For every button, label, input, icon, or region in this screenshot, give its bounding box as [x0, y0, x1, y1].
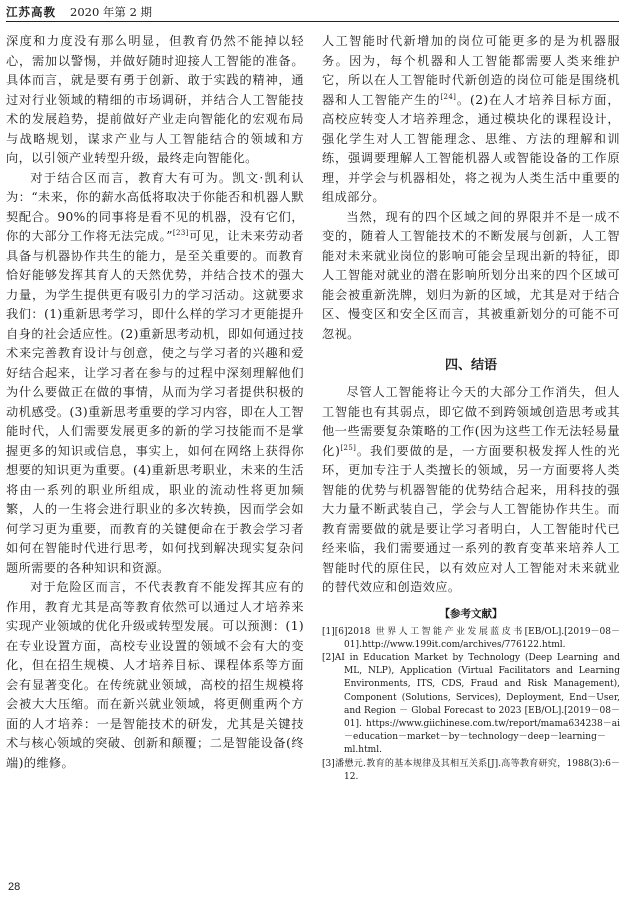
reference-item: [3]潘懋元.教育的基本规律及其相互关系[J].高等教育研究，1988(3):6－12. [322, 758, 620, 782]
right-column [322, 32, 620, 784]
running-header [6, 4, 152, 20]
journal-name: 江苏高教 [6, 5, 56, 19]
left-column [6, 32, 304, 773]
paragraph-text: 可见，让未来劳动者具备与机器协作共生的能力，是至关重要的。而教育恰好能够发挥其育人的天然优势，并结合技术的强大力量，为学生提供更有吸引力的学习活动。这就要求我们：(1)重新思考学习，即什么样的学习才更能提升自身的社会适应性。(2)重新思考动机，即如何通过技术来完善教育设计与创意，使之与学习者的兴趣和爱好结合起来，让学习者在参与的过程中深刻理解他们为什么要做正在做的事情，从而为学习者提供积极的动机感受。(3)重新思考重要的学习内容，即在人工智能时代，人们需要发展更多的新的学习技能而不是掌握更多的知识或信息，事实上，如何在网络上获得你想要的知识更为重要。(4)重新思考职业，未来的生活将由一系列的职业所组成，职业的流动性将更加频繁，人的一生将会进行职业的多次转换，因而学会如何学习更为重要，而教育的关键便命在于教会学习者如何在智能时代进行思考，如何找到解决现实复杂问题所需要的各种知识和资源。 [6, 229, 304, 575]
paragraph-text: 。(2)在人才培养目标方面，高校应转变人才培养理念，通过模块化的课程设计，强化学生对人工智能理念、思维、方法的理解和训练，强调要理解人工智能机器人或智能设备的工作原理，并学会与机器相处，将之视为人类生活中重要的组成部分。 [322, 92, 620, 204]
references-title: 【参考文献】 [439, 607, 503, 620]
paragraph-text: 。我们要做的是，一方面要积极发挥人性的光环，更加专注于人类擅长的领域，另一方面要将人类智能的优势与机器智能的优势结合起来，用科技的强大力量不断武装自己，学会与人工智能协作共生。而教育需要做的就是要让学习者明白，人工智能时代已经来临，我们需要通过一系列的教育变革来培养人工智能时代的原住民，以有效应对人工智能对未来就业的替代效应和创造效应。 [322, 443, 620, 594]
paragraph: 当然，现有的四个区域之间的界限并不是一成不变的，随着人工智能技术的不断发展与创新，人工智能对未来就业岗位的影响可能会呈现出新的特征，即人工智能对就业的潜在影响所划分出来的四个区域可能会被重新洗牌，划归为新的区域，尤其是对于结合区、慢变区和安全区而言，其被重新划分的可能不可忽视。 [322, 209, 620, 341]
citation-marker: [25] [340, 443, 357, 452]
paragraph: 深度和力度没有那么明显，但教育仍然不能掉以轻心，需加以警惕，并做好随时迎接人工智能的准备。具体而言，就是要有勇于创新、敢于实践的精神，通过对行业领域的精细的市场调研，并结合人工智能技术的发展趋势，提前做好产业走向智能化的宏观布局与战略规划，谋求产业与人工智能结合的领域和方向，以引领产业转型升级，最终走向智能化。 [6, 34, 304, 165]
reference-item: [1][6]2018 世界人工智能产业发展蓝皮书[EB/OL].[2019－08－01].http://www.199it.com/archives/776122.html. [322, 626, 620, 650]
reference-item: [2]AI in Education Market by Technology (Deep Learning and ML, NLP), Application (Virtual Facilitators and Learning Environments, ITS, CDS, Fraud and Risk Management), Component (Solutions, Services), Deployment, End－User, and Region － Global Forecast to 2023 [EB/OL].[2019－08－01]. https://www.giichinese.com.tw/report/mama634238－ai－education－market－by－technology－deep－learning－ml.html. [322, 652, 620, 756]
paragraph-text: 尽管人工智能将让今天的大部分工作消失，但人工智能也有其弱点，即它做不到跨领域创造思考或其他一些需要复杂策略的工作(因为这些工作无法轻易量化) [322, 385, 620, 458]
header-rule [6, 21, 619, 22]
section-title: 四、结语 [444, 358, 497, 373]
paragraph-text: 人工智能时代新增加的岗位可能更多的是为机器服务。因为，每个机器和人工智能都需要人类来维护它，所以在人工智能时代新创造的岗位可能是围绕机器和人工智能产生的 [322, 34, 620, 107]
paragraph [322, 32, 620, 208]
page-number: 28 [8, 881, 21, 893]
citation-marker: [23] [172, 228, 189, 237]
paragraph [322, 383, 620, 598]
paragraph-text: 对于结合区而言，教育大有可为。凯文·凯利认为：“未来，你的薪水高低将取决于你能否和机器人默契配合。90%的同事将是看不见的机器，没有它们，你的大部分工作将无法完成。” [6, 170, 304, 243]
citation-marker: [24] [440, 92, 457, 101]
paragraph [6, 169, 304, 579]
paragraph: 对于危险区而言，不代表教育不能发挥其应有的作用，教育尤其是高等教育依然可以通过人才培养来实现产业领域的优化升级或转型发展。可以预测：(1)在专业设置方面，高校专业设置的领域不会有大的变化，但在招生规模、人才培养目标、课程体系等方面会有显著变化。在传统就业领域，高校的招生规模将会被大大压缩。而在新兴就业领域，将更侧重两个方面的人才培养：一是智能技术的研发，尤其是关键技术与核心领域的突破、创新和颠覆；二是智能设备(终端)的维修。 [6, 580, 304, 770]
issue-label: 2020 年第 2 期 [70, 5, 153, 19]
